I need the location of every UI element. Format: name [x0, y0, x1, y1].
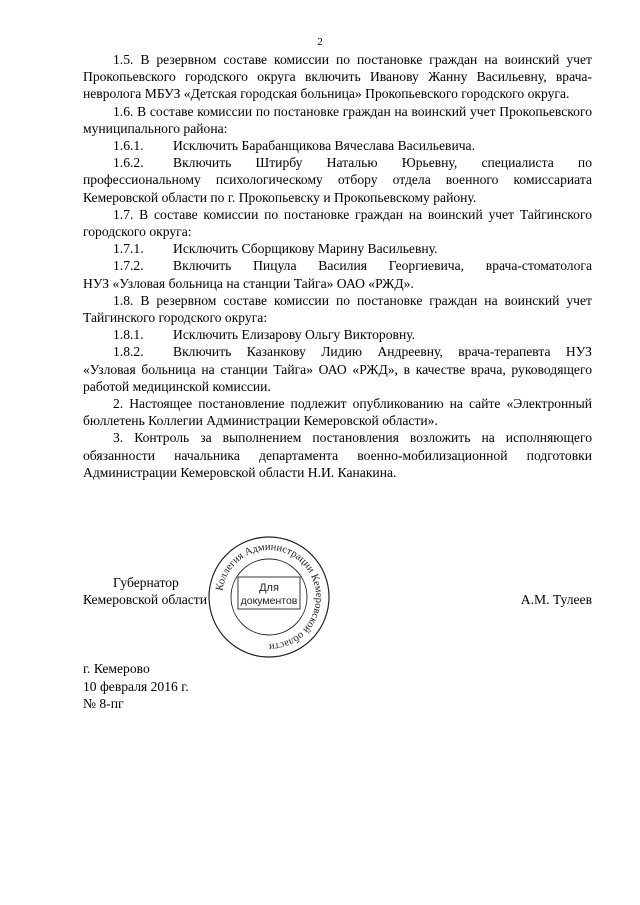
footer-date: 10 февраля 2016 г.	[83, 678, 189, 694]
item-1-8-2	[83, 343, 592, 360]
paragraph-1-8: 1.8. В резервном составе комиссии по постановке граждан на воинский учет Тайгинского городского округа:	[83, 292, 592, 326]
stamp-center-line1: Для	[259, 582, 279, 594]
signer-title-line1: Губернатор	[113, 575, 179, 590]
item-number: 1.6.1.	[113, 138, 144, 154]
stamp-ring-text: Коллегия Администрации Кемеровской области	[214, 541, 325, 653]
item-text: Исключить Барабанщикова Вячеслава Васильевича.	[173, 138, 475, 154]
item-text: Исключить Елизарову Ольгу Викторовну.	[173, 327, 416, 343]
item-number: 1.7.2.	[113, 258, 144, 274]
item-1-8-2-cont: «Узловая больница на станции Тайга» ОАО «РЖД», в качестве врача, руководящего работой медицинской комиссии.	[83, 361, 592, 394]
paragraph-1-6: 1.6. В составе комиссии по постановке граждан на воинский учет Прокопьевского муниципального района:	[83, 103, 592, 136]
item-number: 1.8.2.	[113, 344, 144, 360]
item-text: Исключить Сборщикову Марину Васильевну.	[173, 241, 438, 257]
item-1-6-2	[83, 154, 592, 171]
item-number: 1.7.1.	[113, 241, 144, 257]
paragraph-1-7: 1.7. В составе комиссии по постановке граждан на воинский учет Тайгинского городского округа:	[83, 206, 592, 240]
item-1-6-1	[83, 137, 592, 154]
paragraph-1-5: 1.5. В резервном составе комиссии по постановке граждан на воинский учет Прокопьевского городского округа включить Иванову Жанну Васильевну, врача-невролога МБУЗ «Детская городская больница» Прокопьевского городского округа.	[83, 52, 592, 102]
paragraph-2: 2. Настоящее постановление подлежит опубликованию на сайте «Электронный бюллетень Коллегии Администрации Кемеровской области».	[83, 396, 592, 429]
document-footer	[83, 660, 189, 713]
item-1-8-1	[83, 326, 592, 343]
paragraph-3: 3. Контроль за выполнением постановления возложить на исполняющего обязанности начальника департамента военно-мобилизационной подготовки Администрации Кемеровской области Н.И. Канакина.	[83, 430, 592, 480]
signer-name: А.М. Тулеев	[520, 592, 592, 608]
page-number: 2	[317, 36, 323, 48]
item-1-7-2	[83, 257, 592, 274]
signature-block	[83, 574, 592, 608]
footer-city: г. Кемерово	[83, 661, 150, 676]
item-text: Включить Казанкову Лидию Андреевну, врача-терапевта НУЗ	[173, 344, 592, 360]
signer-row	[83, 591, 592, 608]
item-1-6-2-cont: профессиональному психологическому отбору отдела военного комиссариата Кемеровской области по г. Прокопьевску и Прокопьевскому району.	[83, 172, 592, 205]
stamp-center-line2: документов	[240, 595, 298, 607]
document-body	[83, 51, 592, 481]
item-text: Включить Штирбу Наталью Юрьевну, специалиста по	[173, 155, 592, 171]
footer-number: № 8-пг	[83, 696, 124, 712]
item-number: 1.8.1.	[113, 327, 144, 343]
item-1-7-1	[83, 240, 592, 257]
item-number: 1.6.2.	[113, 155, 144, 171]
item-text: Включить Пицула Василия Георгиевича, врача-стоматолога	[173, 258, 592, 274]
signer-title-line2: Кемеровской области	[83, 592, 208, 608]
item-1-7-2-cont: НУЗ «Узловая больница на станции Тайга» ОАО «РЖД».	[83, 275, 414, 291]
